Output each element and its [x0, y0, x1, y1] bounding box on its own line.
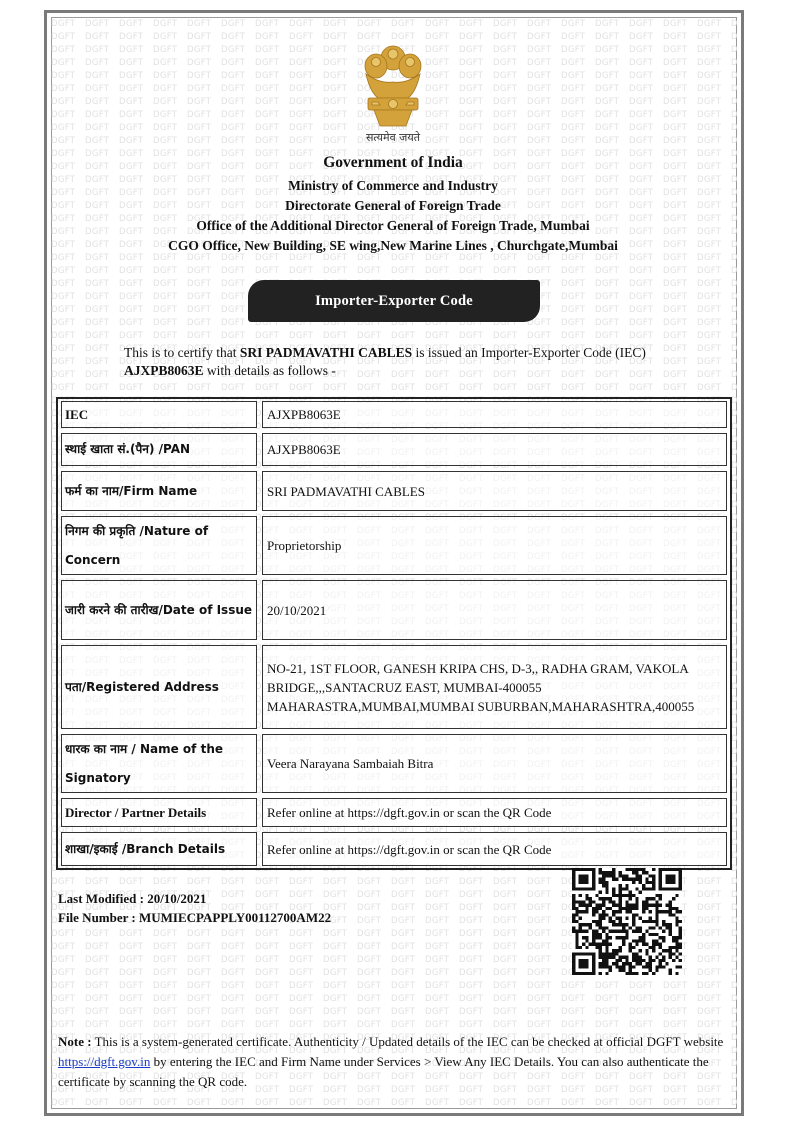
header-office: Office of the Additional Director General of Foreign Trade, Mumbai: [196, 218, 590, 233]
certification-statement: [124, 344, 664, 380]
certify-suffix: with details as follows -: [203, 363, 336, 378]
row-label-date-of-issue: जारी करने की तारीख/Date of Issue: [61, 580, 257, 640]
note-label: Note :: [58, 1034, 92, 1049]
table-row: [58, 580, 730, 640]
row-value-branch-details: Refer online at https://dgft.gov.in or scan the QR Code: [262, 832, 727, 866]
file-number: File Number : MUMIECPAPPLY00112700AM22: [58, 910, 332, 925]
row-label-firm-name: फर्म का नाम/Firm Name: [61, 471, 257, 511]
row-value-signatory: Veera Narayana Sambaiah Bitra: [262, 734, 727, 793]
table-row: [58, 471, 730, 511]
header-government: Government of India: [323, 154, 463, 171]
row-label-director-partner: Director / Partner Details: [61, 798, 257, 827]
row-value-date-of-issue: 20/10/2021: [262, 580, 727, 640]
qr-code-icon[interactable]: [572, 868, 682, 975]
table-row: [58, 401, 730, 428]
row-value-director-partner: Refer online at https://dgft.gov.in or scan the QR Code: [262, 798, 727, 827]
verification-note: [58, 1032, 730, 1092]
emblem-motto: सत्यमेव जयते: [365, 131, 420, 144]
row-value-iec: AJXPB8063E: [262, 401, 727, 428]
row-label-iec: IEC: [61, 401, 257, 428]
row-value-registered-address: NO-21, 1ST FLOOR, GANESH KRIPA CHS, D-3,, RADHA GRAM, VAKOLA BRIDGE,,,SANTACRUZ EAST, MUMBAI-400055 MAHARASTRA,MUMBAI,MUMBAI SUBURBAN,MAHARASHTRA,400055: [262, 645, 727, 729]
row-label-registered-address: पता/Registered Address: [61, 645, 257, 729]
certificate-title-banner: Importer-Exporter Code: [248, 280, 540, 322]
note-text-1: This is a system-generated certificate. Authenticity / Updated details of the IEC can be checked at official DGFT website: [91, 1034, 724, 1049]
row-label-nature-of-concern: निगम की प्रकृति /Nature of Concern: [61, 516, 257, 575]
table-row: [58, 516, 730, 575]
last-modified: Last Modified : 20/10/2021: [58, 891, 207, 906]
row-value-firm-name: SRI PADMAVATHI CABLES: [262, 471, 727, 511]
table-row: [58, 645, 730, 729]
table-row: [58, 798, 730, 827]
header-directorate: Directorate General of Foreign Trade: [285, 198, 501, 213]
row-label-signatory: धारक का नाम / Name of the Signatory: [61, 734, 257, 793]
row-value-pan: AJXPB8063E: [262, 433, 727, 466]
header-address: CGO Office, New Building, SE wing,New Marine Lines , Churchgate,Mumbai: [168, 238, 618, 253]
table-row: [58, 433, 730, 466]
row-label-pan: स्थाई खाता सं.(पैन) /PAN: [61, 433, 257, 466]
certify-middle: is issued an Importer-Exporter Code (IEC): [412, 345, 646, 360]
certify-firm: SRI PADMAVATHI CABLES: [239, 345, 413, 360]
table-row: [58, 734, 730, 793]
details-table: [56, 397, 732, 870]
certify-prefix: This is to certify that: [124, 345, 240, 360]
certify-iec: AJXPB8063E: [124, 363, 204, 378]
table-row: [58, 832, 730, 866]
dgft-website-link[interactable]: https://dgft.gov.in: [58, 1054, 151, 1069]
note-text-2: by entering the IEC and Firm Name under Services > View Any IEC Details. You can also authenticate the certificate by scanning the QR code.: [58, 1054, 709, 1089]
row-label-branch-details: शाखा/इकाई /Branch Details: [61, 832, 257, 866]
header-ministry: Ministry of Commerce and Industry: [288, 178, 498, 193]
row-value-nature-of-concern: Proprietorship: [262, 516, 727, 575]
